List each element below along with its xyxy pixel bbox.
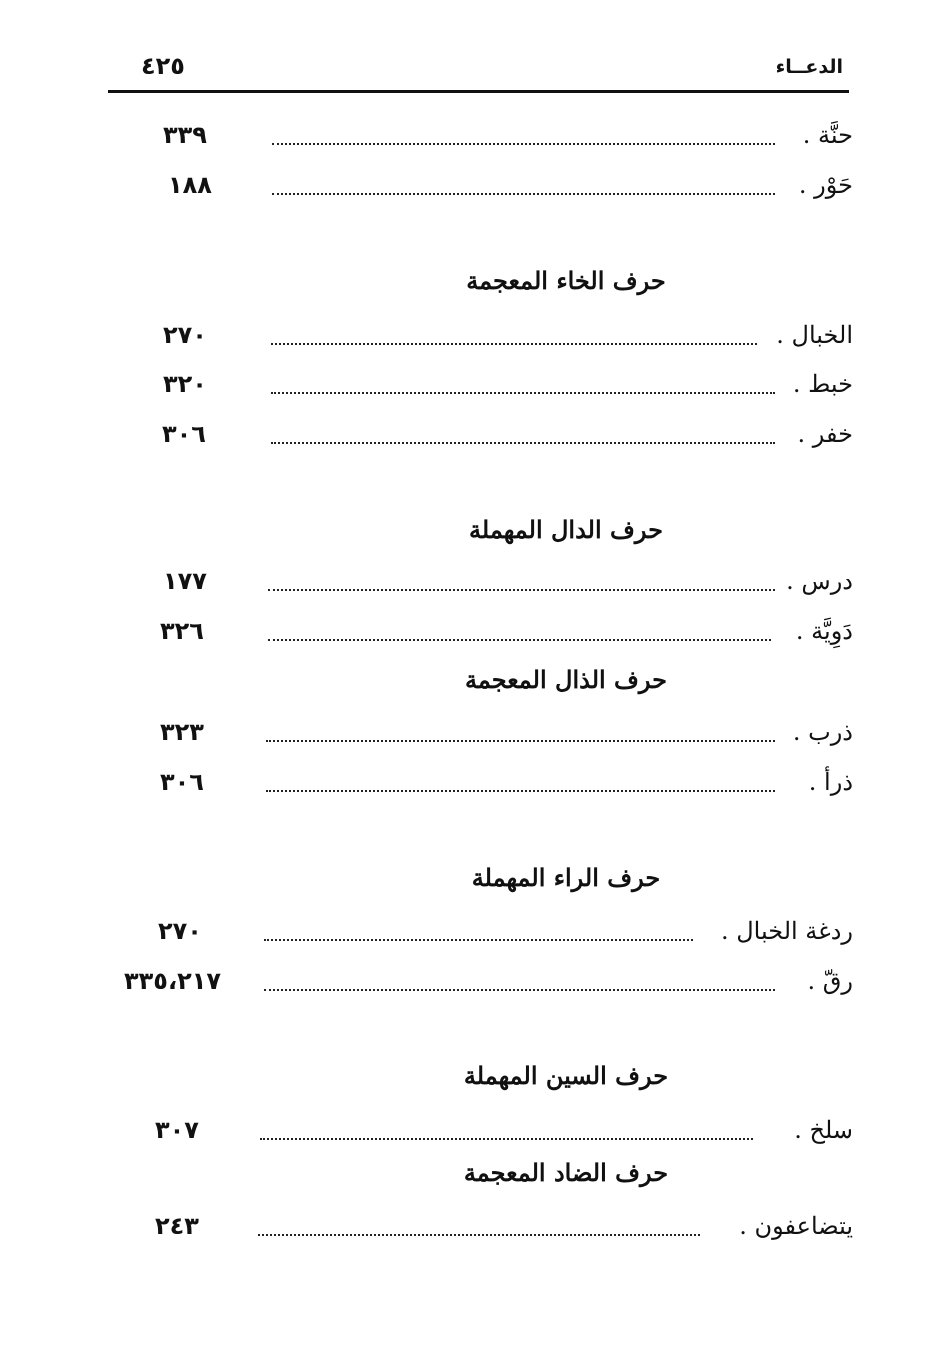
entry-pages: ٣٠٦: [160, 768, 204, 796]
entry-pages: ٣٢٣: [160, 718, 204, 746]
entry-pages: ٣٢٠: [163, 370, 207, 398]
entry-term: خبط .: [792, 370, 853, 398]
entry-term: حَوْر .: [798, 171, 853, 199]
index-entry: [0, 315, 943, 355]
index-entry: [0, 911, 943, 951]
running-title: الدعــاء: [775, 56, 843, 78]
index-entry: [0, 611, 943, 651]
entry-term: خفر .: [797, 420, 853, 448]
index-entry: [0, 712, 943, 752]
entry-term: درس .: [786, 567, 853, 595]
entry-pages: ١٧٧: [163, 567, 207, 595]
index-entry: [0, 115, 943, 155]
header-rule: [108, 90, 849, 93]
section-heading: حرف السين المهملة: [463, 1061, 669, 1090]
leader-dots: [258, 1234, 700, 1236]
entry-pages: ١٨٨: [168, 171, 212, 199]
index-entry: [0, 414, 943, 454]
leader-dots: [264, 989, 775, 991]
entry-term: يتضاعفون .: [739, 1212, 853, 1240]
entry-pages: ٣٣٩: [163, 121, 207, 149]
section-heading: حرف الدال المهملة: [469, 515, 663, 544]
leader-dots: [266, 740, 775, 742]
index-entry: [0, 561, 943, 601]
index-entry: [0, 762, 943, 802]
leader-dots: [271, 392, 775, 394]
entry-pages: ٣٢٦: [160, 617, 204, 645]
entry-pages: ٢٧٠: [158, 917, 202, 945]
entry-term: ذرأ .: [808, 768, 853, 796]
entry-pages: ٢٧٠: [163, 321, 207, 349]
leader-dots: [271, 442, 775, 444]
index-entry: [0, 1206, 943, 1246]
leader-dots: [268, 589, 775, 591]
index-entry: [0, 165, 943, 205]
leader-dots: [260, 1138, 753, 1140]
entry-term: دَوِيَّة .: [795, 617, 853, 645]
entry-term: سلخ .: [794, 1116, 853, 1144]
section-heading: حرف الذال المعجمة: [464, 665, 668, 694]
entry-term: رقّ .: [807, 967, 853, 995]
entry-term: حنَّة .: [802, 121, 853, 149]
leader-dots: [266, 790, 775, 792]
section-heading: حرف الخاء المعجمة: [466, 266, 666, 295]
entry-pages: ٣٠٧: [155, 1116, 199, 1144]
entry-pages: ٣٣٥،٢١٧: [124, 967, 222, 995]
leader-dots: [268, 639, 771, 641]
entry-term: ردغة الخبال .: [720, 917, 853, 945]
entry-term: الخبال .: [776, 321, 853, 349]
section-heading: حرف الراء المهملة: [471, 863, 661, 892]
entry-pages: ٣٠٦: [162, 420, 206, 448]
entry-pages: ٢٤٣: [155, 1212, 199, 1240]
entry-term: ذرب .: [792, 718, 853, 746]
index-entry: [0, 364, 943, 404]
index-entry: [0, 1110, 943, 1150]
page-number: ٤٢٥: [141, 52, 185, 80]
section-heading: حرف الضاد المعجمة: [463, 1158, 669, 1187]
leader-dots: [271, 343, 757, 345]
leader-dots: [272, 143, 775, 145]
leader-dots: [264, 939, 693, 941]
index-entry: [0, 961, 943, 1001]
leader-dots: [272, 193, 775, 195]
